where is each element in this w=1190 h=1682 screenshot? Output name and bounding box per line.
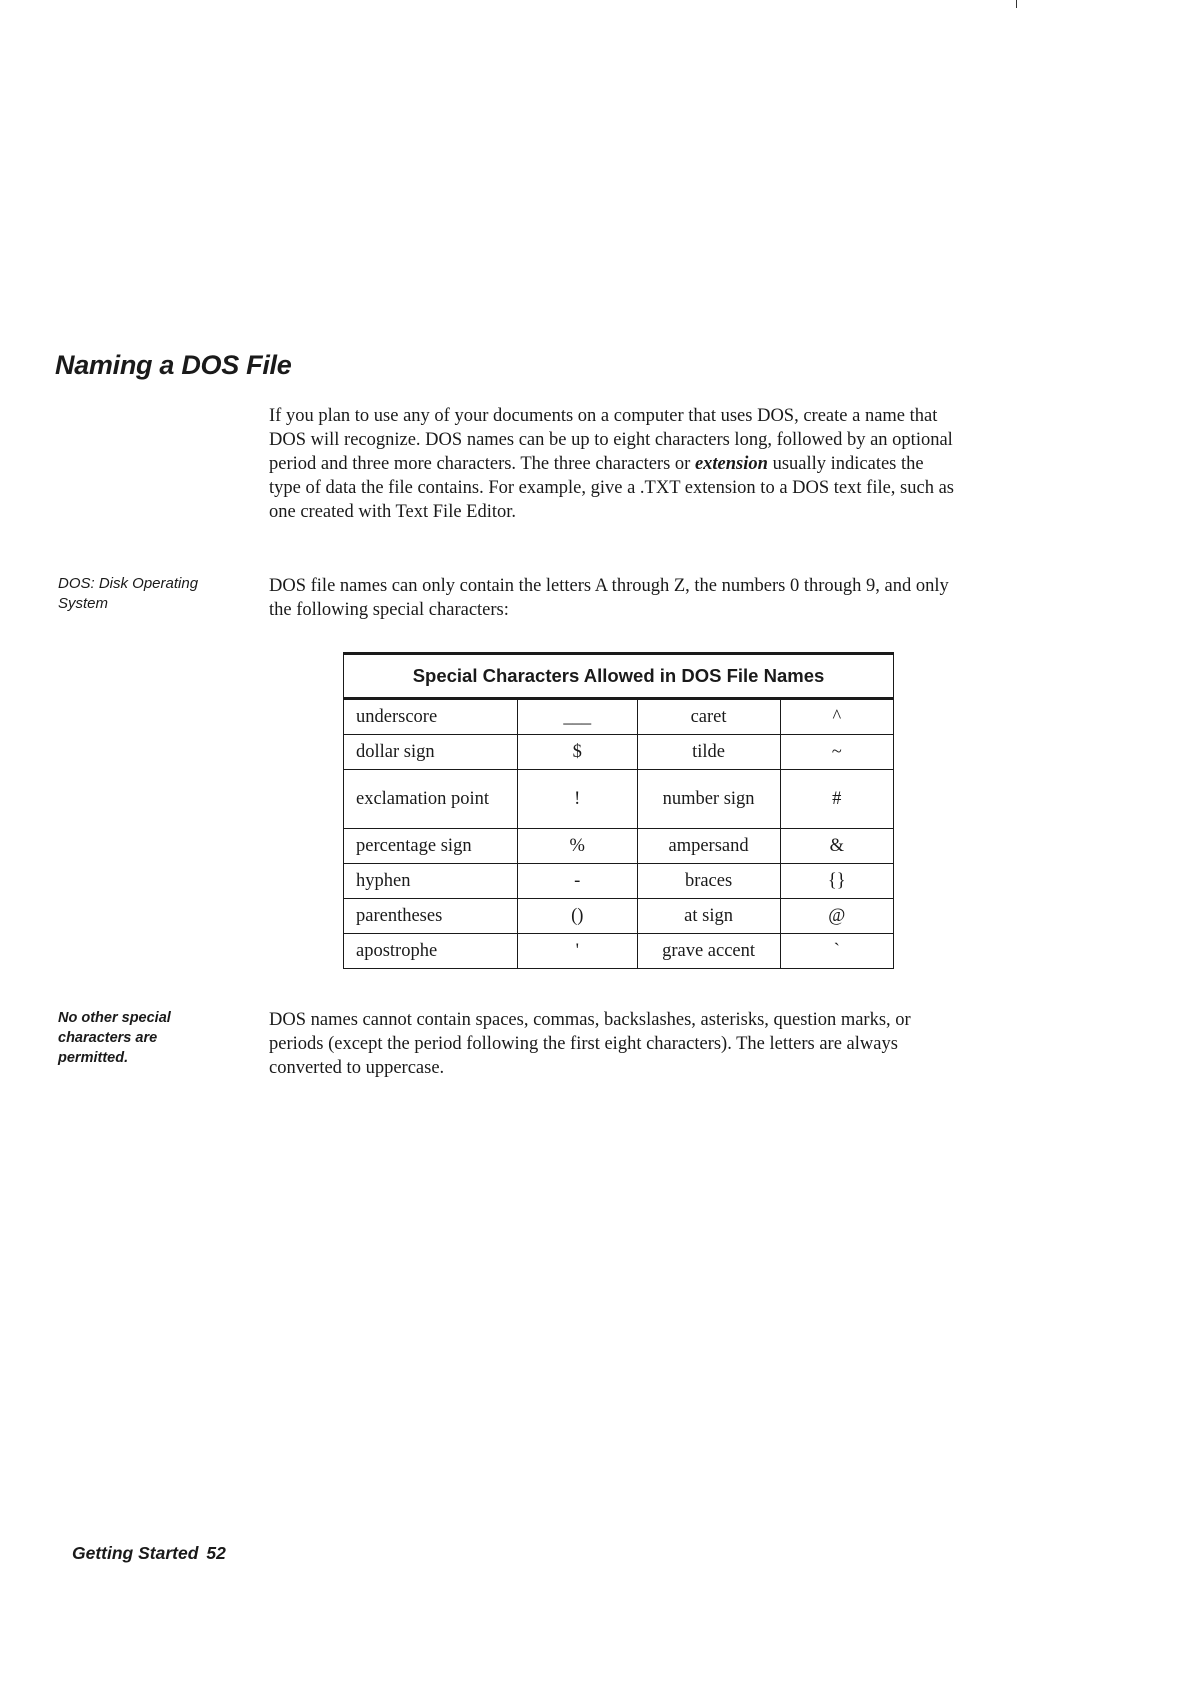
- char-name-cell: caret: [637, 699, 780, 735]
- extension-term: extension: [694, 454, 768, 474]
- char-symbol-cell: ___: [517, 699, 637, 735]
- char-symbol-cell: %: [517, 829, 637, 864]
- table-row: [344, 770, 894, 829]
- page-heading: Naming a DOS File: [55, 350, 292, 380]
- intro-text-end: usually indicates the type of data the file contains. For example, give a .TXT extension to a DOS text file, such as one created with Text File Editor.: [269, 454, 955, 522]
- char-symbol-cell: #: [780, 770, 893, 829]
- margin-note-dos-definition: DOS: Disk Operating System: [58, 575, 199, 612]
- char-name-cell: number sign: [637, 770, 780, 829]
- char-name-cell: percentage sign: [344, 829, 518, 864]
- char-symbol-cell: -: [517, 864, 637, 899]
- margin-note-no-other-characters: No other special characters are permitted.: [58, 1010, 171, 1066]
- allowed-characters-paragraph: DOS file names can only contain the letters A through Z, the numbers 0 through 9, and only the following special characters:: [269, 576, 949, 620]
- char-symbol-cell: ': [517, 934, 637, 969]
- char-name-cell: at sign: [637, 899, 780, 934]
- page-number: 52: [206, 1543, 226, 1563]
- page-footer: [72, 1543, 226, 1564]
- crop-mark: [1016, 0, 1017, 8]
- char-symbol-cell: &: [780, 829, 893, 864]
- intro-text-start: If you plan to use any of your documents on a computer that uses DOS, create a name that DOS will recognize. DOS names can be up to eight characters long, followed by an optional period and three more characters. The three characters or: [269, 406, 953, 474]
- restrictions-paragraph: DOS names cannot contain spaces, commas, backslashes, asterisks, question marks, or periods (except the period following the first eight characters). The letters are always converted to uppercase.: [269, 1010, 911, 1078]
- char-name-cell: braces: [637, 864, 780, 899]
- footer-section-title: Getting Started: [72, 1543, 199, 1563]
- table-row: [344, 735, 894, 770]
- char-symbol-cell: $: [517, 735, 637, 770]
- table-row: [344, 899, 894, 934]
- table-row: [344, 829, 894, 864]
- char-name-cell: grave accent: [637, 934, 780, 969]
- char-symbol-cell: !: [517, 770, 637, 829]
- table-title: Special Characters Allowed in DOS File Names: [344, 654, 894, 699]
- special-characters-table-wrapper: [343, 652, 894, 969]
- char-symbol-cell: {}: [780, 864, 893, 899]
- char-symbol-cell: @: [780, 899, 893, 934]
- char-name-cell: tilde: [637, 735, 780, 770]
- intro-paragraph: [269, 404, 959, 524]
- char-name-cell: dollar sign: [344, 735, 518, 770]
- table-row: [344, 864, 894, 899]
- table-row: [344, 699, 894, 735]
- char-symbol-cell: (): [517, 899, 637, 934]
- char-name-cell: apostrophe: [344, 934, 518, 969]
- char-symbol-cell: `: [780, 934, 893, 969]
- char-name-cell: hyphen: [344, 864, 518, 899]
- char-name-cell: exclamation point: [344, 770, 518, 829]
- char-name-cell: parentheses: [344, 899, 518, 934]
- table-row: [344, 934, 894, 969]
- special-characters-table: [343, 652, 894, 969]
- char-name-cell: ampersand: [637, 829, 780, 864]
- char-symbol-cell: ~: [780, 735, 893, 770]
- char-symbol-cell: ^: [780, 699, 893, 735]
- char-name-cell: underscore: [344, 699, 518, 735]
